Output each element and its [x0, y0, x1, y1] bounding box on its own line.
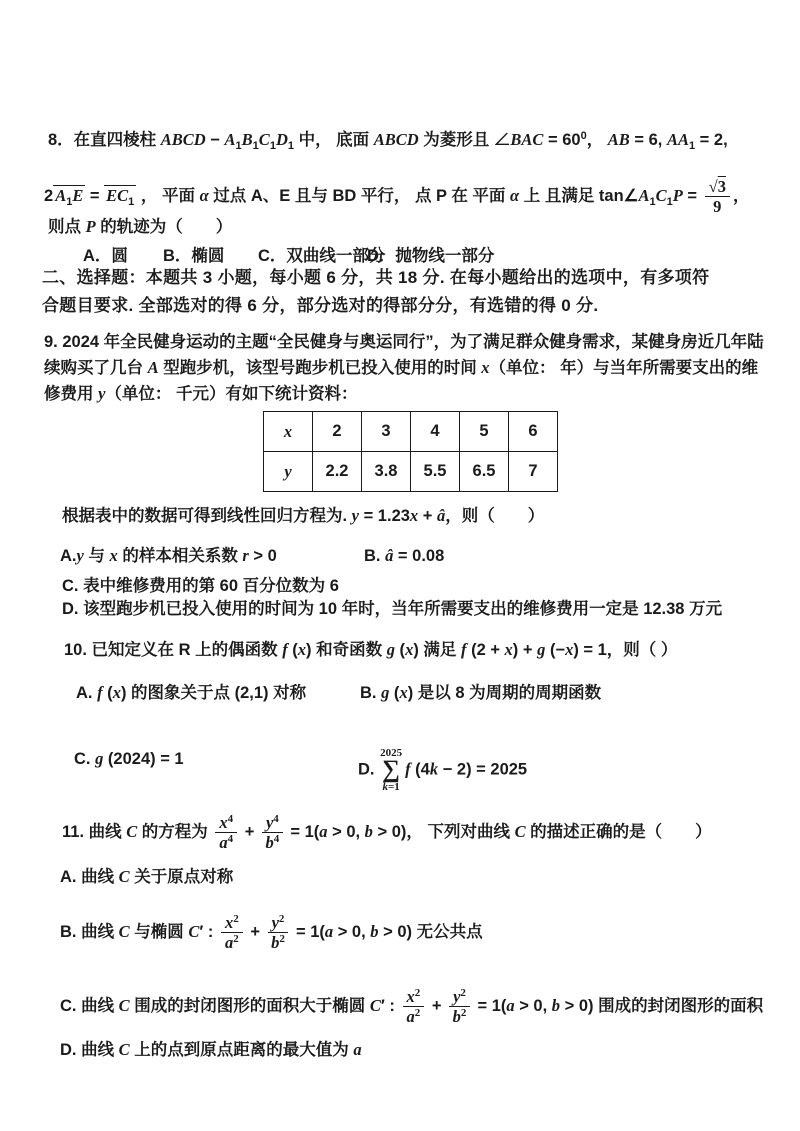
q9-option-c: C. 表中维修费用的第 60 百分位数为 6 [62, 577, 339, 595]
q11-option-d: D. 曲线 C 上的点到原点距离的最大值为 a [60, 1040, 362, 1059]
q10-option-a: A. f (x) 的图象关于点 (2,1) 对称 [76, 683, 307, 702]
table-cell: 2 [313, 412, 362, 452]
section2-header-line1: 二、选择题：本题共 3 小题，每小题 6 分，共 18 分. 在每小题给出的选项中，有多项符 [42, 268, 710, 287]
q10-option-d: D. 2025 ∑ k=1 f (4k − 2) = 2025 [358, 747, 528, 793]
table-cell: 4 [411, 412, 460, 452]
q8-stem-line1: 8．在直四棱柱 ABCD − $A_1B_1C_1D_1$ 中， 底面 ABCD 为菱形且 ∠BAC = $60^0$， AB = 6, $AA_1 = 2$, [48, 130, 728, 152]
q8-stem-line2: 2 $A_1E = EC_1$ ， 平面 α 过点 A、E 且与 BD 平行， 点 P 在 平面 α 上 且满足 $\tan\angle A_1C_1P$ = $\frac{√3}{9}$ ， [44, 177, 750, 217]
q9-option-a: A.y 与 x 的样本相关系数 r > 0 [60, 546, 277, 565]
q10-stem: 10. 已知定义在 R 上的偶函数 f (x) 和奇函数 g (x) 满足 f (2 + x) + g (−x) = 1，则（ ） [64, 640, 678, 659]
q10-option-c: C. g (2024) = 1 [74, 749, 184, 768]
q9-stem-line3: 修费用 y（单位： 千元）有如下统计资料： [44, 384, 358, 403]
table-row-x [264, 412, 558, 452]
table-cell: x [264, 412, 313, 452]
table-cell: 3.8 [362, 452, 411, 492]
table-cell: y [264, 452, 313, 492]
q11-stem: 11. 曲线 C 的方程为 $\frac{x^4}{a^4}$ + $\frac{y^4}{b^4}$ = 1(a > 0, b > 0)， 下列对曲线 C 的描述正确的是（ ） [62, 813, 712, 853]
q8-option-d: D．抛物线一部分 [367, 247, 495, 265]
table-cell: 3 [362, 412, 411, 452]
q9-stem-line4: 根据表中的数据可得到线性回归方程为. y = 1.23x + â，则（ ） [62, 506, 545, 525]
section2-header-line2: 合题目要求. 全部选对的得 6 分，部分选对的得部分分，有选错的得 0 分. [42, 296, 599, 315]
table-cell: 7 [509, 452, 558, 492]
q9-stem-line1: 9. 2024 年全民健身运动的主题“全民健身与奥运同行”，为了满足群众健身需求，某健身房近几年陆 [44, 333, 764, 351]
table-row-y [264, 452, 558, 492]
q9-option-b: B. â = 0.08 [364, 546, 445, 565]
q8-option-b: B．椭圆 [163, 247, 225, 265]
table-cell: 5.5 [411, 452, 460, 492]
q8-stem-line3: 则点 P 的轨迹为（ ） [48, 217, 233, 236]
q11-option-b: B. 曲线 C 与椭圆 C′ : $\frac{x^2}{a^2}$ + $\frac{y^2}{b^2}$ = 1(a > 0, b > 0) 无公共点 [60, 913, 483, 953]
q9-data-table [263, 411, 558, 492]
q9-stem-line2: 续购买了几台 A 型跑步机，该型号跑步机已投入使用的时间 x（单位： 年）与当年所需要支出的维 [44, 358, 759, 377]
table-cell: 2.2 [313, 452, 362, 492]
q11-option-c: C. 曲线 C 围成的封闭图形的面积大于椭圆 C′ : $\frac{x^2}{a^2}$ + $\frac{y^2}{b^2}$ = 1(a > 0, b > 0) 围成的封闭图形的面积 [60, 987, 764, 1027]
q11-option-a: A. 曲线 C 关于原点对称 [60, 867, 234, 886]
table-cell: 6.5 [460, 452, 509, 492]
table-cell: 5 [460, 412, 509, 452]
q10-option-b: B. g (x) 是以 8 为周期的周期函数 [360, 683, 602, 702]
q9-option-d: D. 该型跑步机已投入使用的时间为 10 年时，当年所需要支出的维修费用一定是 12.38 万元 [62, 600, 723, 618]
q8-option-c: C．双曲线一部分 [258, 247, 386, 265]
table-cell: 6 [509, 412, 558, 452]
q8-option-a: A．圆 [83, 247, 128, 265]
